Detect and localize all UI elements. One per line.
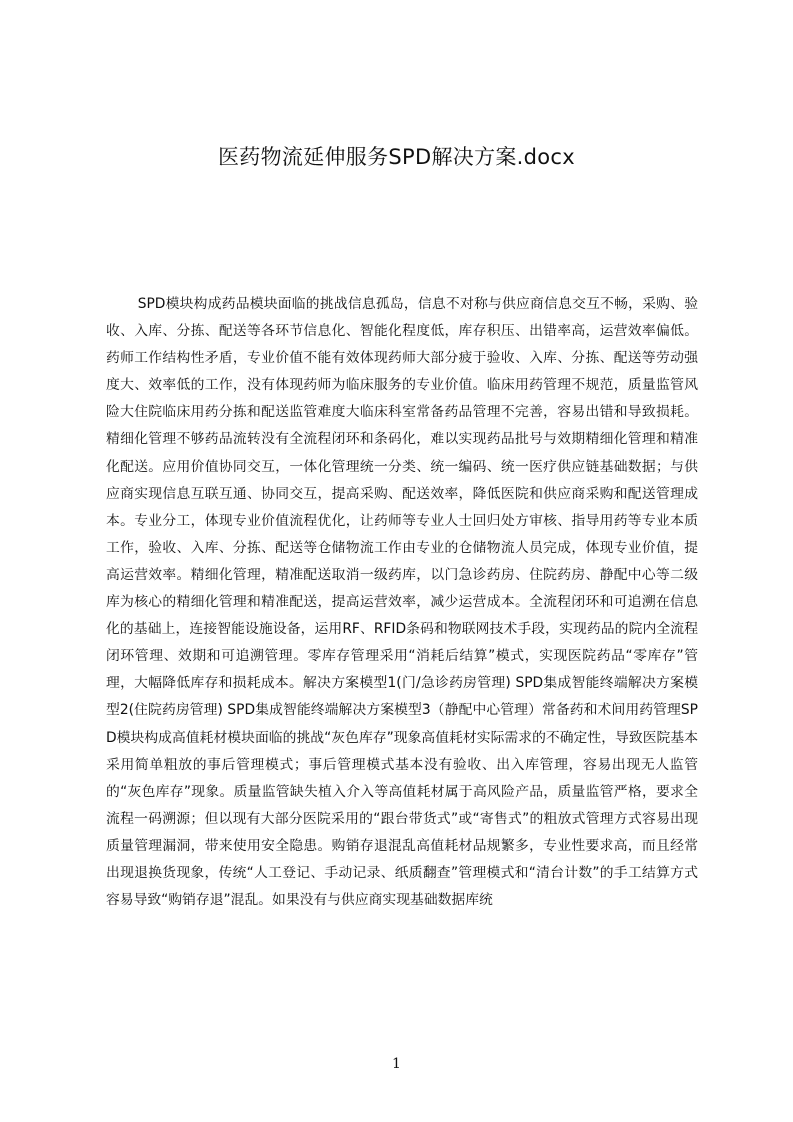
body-paragraph: SPD模块构成药品模块面临的挑战信息孤岛，信息不对称与供应商信息交互不畅，采购、验收、入库、分拣、配送等各环节信息化、智能化程度低，库存积压、出错率高，运营效率偏低。药师工作结构性矛盾，专业价值不能有效体现药师大部分疲于验收、入库、分拣、配送等劳动强度大、效率低的工作，没有体现药师为临床服务的专业价值。临床用药管理不规范，质量监管风险大住院临床用药分拣和配送监管难度大临床科室常备药品管理不完善，容易出错和导致损耗。精细化管理不够药品流转没有全流程闭环和条码化，难以实现药品批号与效期精细化管理和精准化配送。应用价值协同交互，一体化管理统一分类、统一编码、统一医疗供应链基础数据；与供应商实现信息互联互通、协同交互，提高采购、配送效率，降低医院和供应商采购和配送管理成本。专业分工，体现专业价值流程优化，让药师等专业人士回归处方审核、指导用药等专业本质工作，验收、入库、分拣、配送等仓储物流工作由专业的仓储物流人员完成，体现专业价值，提高运营效率。精细化管理，精准配送取消一级药库，以门急诊药房、住院药房、静配中心等二级库为核心的精细化管理和精准配送，提高运营效率，减少运营成本。全流程闭环和可追溯在信息化的基础上，连接智能设施设备，运用RF、RFID条码和物联网技术手段，实现药品的院内全流程闭环管理、效期和可追溯管理。零库存管理采用“消耗后结算”模式，实现医院药品“零库存”管理，大幅降低库存和损耗成本。解决方案模型1(门/急诊药房管理) SPD集成智能终端解决方案模型2(住院药房管理) SPD集成智能终端解决方案模型3（静配中心管理）常备药和术间用药管理SPD模块构成高值耗材模块面临的挑战“灰色库存”现象高值耗材实际需求的不确定性，导致医院基本采用简单粗放的事后管理模式；事后管理模式基本没有验收、出入库管理，容易出现无人监管的“灰色库存”现象。质量监管缺失植入介入等高值耗材属于高风险产品，质量监管严格，要求全流程一码溯源；但以现有大部分医院采用的“跟台带货式”或“寄售式”的粗放式管理方式容易出现质量管理漏洞，带来使用安全隐患。购销存退混乱高值耗材品规繁多，专业性要求高，而且经常出现退换货现象，传统“人工登记、手动记录、纸质翻查”管理模式和“清台计数”的手工结算方式容易导致“购销存退”混乱。如果没有与供应商实现基础数据库统	[106, 296, 698, 909]
document-title: 医药物流延伸服务SPD解决方案.docx	[218, 145, 575, 169]
page-number: 1	[392, 1056, 401, 1072]
